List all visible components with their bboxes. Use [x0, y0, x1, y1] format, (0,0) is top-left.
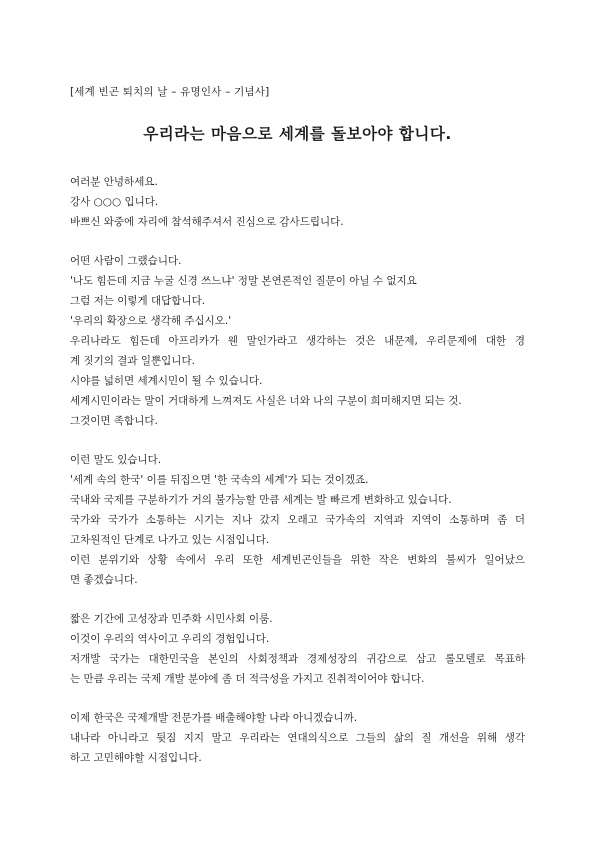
paragraph-conclusion	[70, 708, 525, 768]
text-line: 하고 고민해야할 시점입니다.	[70, 752, 202, 764]
document-title: 우리라는 마음으로 세계를 돌보아야 합니다.	[143, 125, 452, 143]
text-line: 이런 말도 있습니다.	[70, 454, 162, 466]
document-tag: [세계 빈곤 퇴치의 날 – 유명인사 – 기념사]	[70, 86, 270, 98]
text-line: 이제 한국은 국제개발 전문가를 배출해야할 나라 아니겠습니까.	[70, 712, 358, 724]
text-line: 여러분 안녕하세요.	[70, 176, 158, 188]
text-line: 그것이면 족합니다.	[70, 415, 158, 427]
text-line: 이것이 우리의 역사이고 우리의 경험입니다.	[70, 633, 270, 645]
text-line: 는 만큼 우리는 국제 개발 분야에 좀 더 적극성을 가지고 진취적이어야 합니다.	[70, 673, 425, 685]
text-line: 고차원적인 단계로 나가고 있는 시점입니다.	[70, 534, 270, 546]
text-line: 국내와 국제를 구분하기가 거의 불가능할 만큼 세계는 발 빠르게 변화하고 있습니다.	[70, 494, 452, 506]
text-line: 바쁘신 와중에 자리에 참석해주셔서 진심으로 감사드립니다.	[70, 216, 344, 228]
text-line: 세계시민이라는 말이 거대하게 느껴져도 사실은 너와 나의 구분이 희미해지면 되는 것.	[70, 395, 462, 407]
text-line: 그럼 저는 이렇게 대답합니다.	[70, 295, 206, 307]
text-line: '우리의 확장으로 생각해 주십시오.'	[70, 315, 232, 327]
text-line: '세계 속의 한국' 이를 뒤집으면 '한 국속의 세계'가 되는 것이겠죠.	[70, 474, 369, 486]
text-line: 계 짓기의 결과 일뿐입니다.	[70, 355, 195, 367]
document-body	[70, 172, 525, 768]
text-line: 이런 분위기와 상황 속에서 우리 또한 세계빈곤인들을 위한 작은 변화의 불씨가 일어났으	[70, 554, 525, 566]
paragraph-greeting	[70, 172, 525, 232]
paragraph-global-korea	[70, 450, 525, 590]
text-line: 짧은 기간에 고성장과 민주화 시민사회 이룸.	[70, 613, 273, 625]
text-line: 저개발 국가는 대한민국을 본인의 사회정책과 경제성장의 귀감으로 삼고 롤모델로 목표하	[70, 653, 525, 665]
text-line: 면 좋겠습니다.	[70, 574, 138, 586]
text-line: 어떤 사람이 그랬습니다.	[70, 255, 182, 267]
text-line: 강사 ○○○ 입니다.	[70, 196, 159, 208]
text-line: '나도 힘든데 지금 누굴 신경 쓰느냐' 정말 본연론적인 질문이 아닐 수 없지요	[70, 275, 417, 287]
text-line: 국가와 국가가 소통하는 시기는 지나 갔지 오래고 국가속의 지역과 지역이 소통하며 좀 더	[70, 514, 525, 526]
text-line: 시야를 넓히면 세계시민이 될 수 있습니다.	[70, 375, 263, 387]
paragraph-history	[70, 609, 525, 689]
text-line: 내나라 아니라고 뒷짐 지지 말고 우리라는 연대의식으로 그들의 삶의 질 개선을 위해 생각	[70, 732, 525, 744]
text-line: 우리나라도 힘든데 아프리카가 웬 말인가라고 생각하는 것은 내문제, 우리문제에 대한 경	[70, 335, 525, 347]
paragraph-perspective	[70, 251, 525, 431]
